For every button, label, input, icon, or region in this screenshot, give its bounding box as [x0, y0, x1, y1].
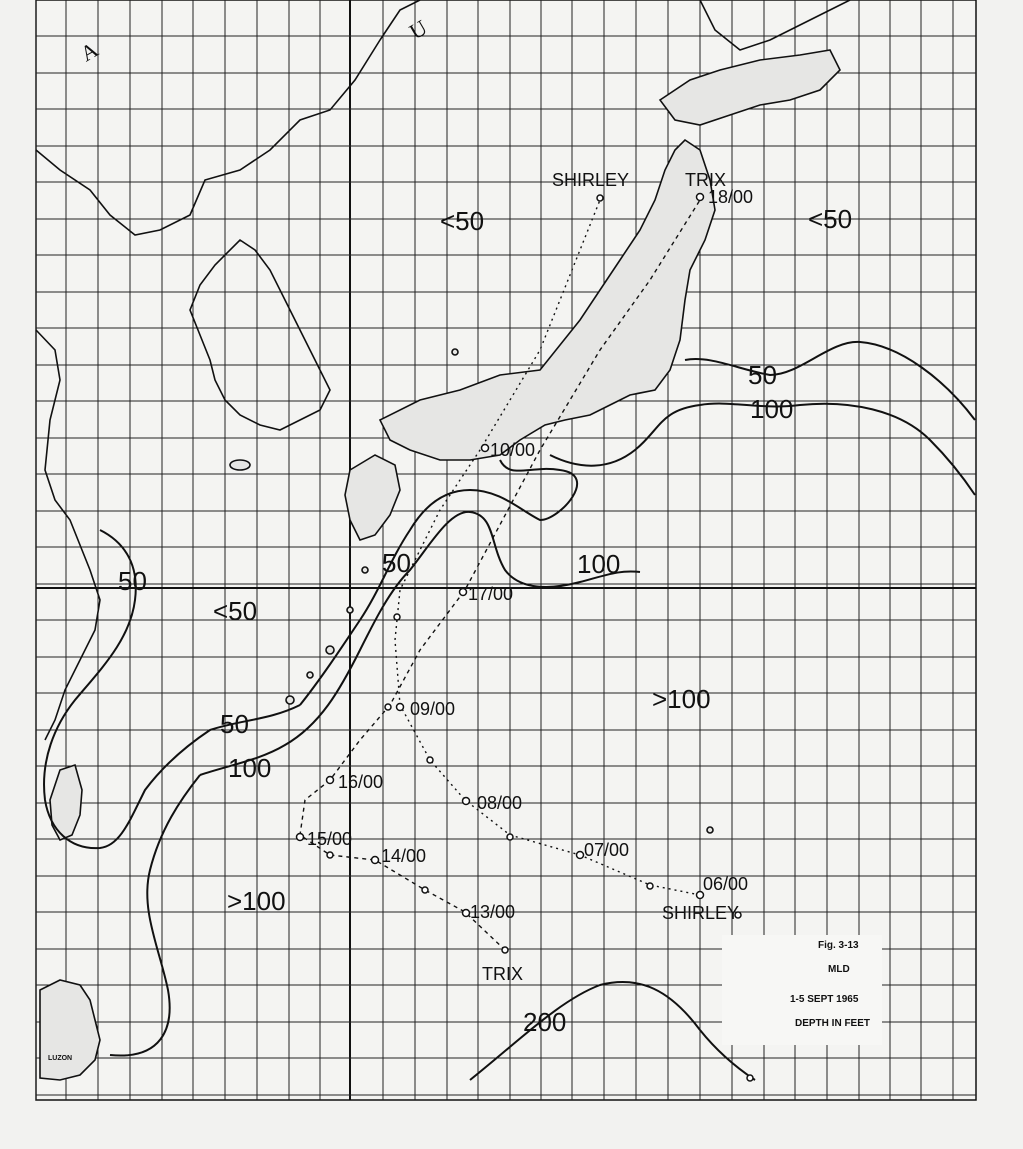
trix-pos-14	[372, 857, 379, 864]
storm-name-shirley-south: SHIRLEY	[662, 903, 740, 923]
place-label-asia-u: U	[405, 14, 432, 45]
trix-pos-10	[482, 445, 489, 452]
time-label-17: 17/00	[468, 584, 514, 604]
trix-pos-15	[297, 834, 304, 841]
trix-pos-14b	[422, 887, 428, 893]
contour-label-50-west: 50	[118, 566, 147, 596]
shirley-pos-07	[577, 852, 584, 859]
contour-label-100-sw: 100	[228, 753, 272, 783]
trix-pos-15b	[327, 852, 333, 858]
small-island	[707, 827, 713, 833]
region-label-gt100-central: >100	[652, 684, 711, 714]
legend-dates: 1-5 SEPT 1965	[790, 994, 859, 1005]
contour-label-100-center: 100	[577, 549, 621, 579]
small-island	[452, 349, 458, 355]
contour-label-50-sw: 50	[220, 709, 249, 739]
legend-title: MLD	[828, 964, 850, 975]
ryukyu-island	[362, 567, 368, 573]
shirley-pos-06b	[647, 883, 653, 889]
jeju-island	[230, 460, 250, 470]
time-label-07: 07/00	[584, 840, 630, 860]
place-label-luzon: LUZON	[48, 1055, 73, 1062]
shirley-pos-08b	[427, 757, 433, 763]
contour-label-100-east: 100	[750, 394, 794, 424]
trix-pos-16	[327, 777, 334, 784]
time-label-14: 14/00	[381, 846, 427, 866]
contour-label-50-center: 50	[382, 548, 411, 578]
trix-pos-16b	[385, 704, 391, 710]
time-label-06: 06/00	[703, 874, 749, 894]
contour-label-50-east: 50	[748, 360, 777, 390]
region-label-lt50-north: <50	[440, 206, 485, 236]
shirley-pos-07b	[507, 834, 513, 840]
legend-fig: Fig. 3-13	[818, 940, 859, 951]
marker	[747, 1075, 753, 1081]
trix-pos-18	[697, 194, 704, 201]
trix-pos-17	[460, 589, 467, 596]
trix-pos-13b	[502, 947, 508, 953]
shirley-pos-09b	[394, 614, 400, 620]
shirley-pos-final	[597, 195, 603, 201]
contour-label-200: 200	[523, 1007, 567, 1037]
time-label-13: 13/00	[470, 902, 516, 922]
storm-name-trix-north: TRIX	[685, 170, 727, 190]
trix-pos-13	[463, 910, 470, 917]
shirley-pos-09	[397, 704, 404, 711]
time-label-10: 10/00	[490, 440, 536, 460]
region-label-lt50-west: <50	[213, 596, 258, 626]
legend-box	[722, 935, 882, 1045]
place-label-asia-a: A	[76, 36, 103, 67]
time-label-18: 18/00	[708, 187, 754, 207]
ryukyu-island	[286, 696, 294, 704]
shirley-pos-08	[463, 798, 470, 805]
ryukyu-island	[326, 646, 334, 654]
ryukyu-island	[347, 607, 353, 613]
time-label-16: 16/00	[338, 772, 384, 792]
region-label-gt100-south: >100	[227, 886, 286, 916]
region-label-lt50-northeast: <50	[808, 204, 853, 234]
storm-name-shirley-north: SHIRLEY	[552, 170, 630, 190]
time-label-08: 08/00	[477, 793, 523, 813]
storm-name-trix-south: TRIX	[482, 964, 524, 984]
ryukyu-island	[307, 672, 313, 678]
time-label-15: 15/00	[307, 829, 353, 849]
time-label-09: 09/00	[410, 699, 456, 719]
legend-units: DEPTH IN FEET	[795, 1018, 871, 1029]
